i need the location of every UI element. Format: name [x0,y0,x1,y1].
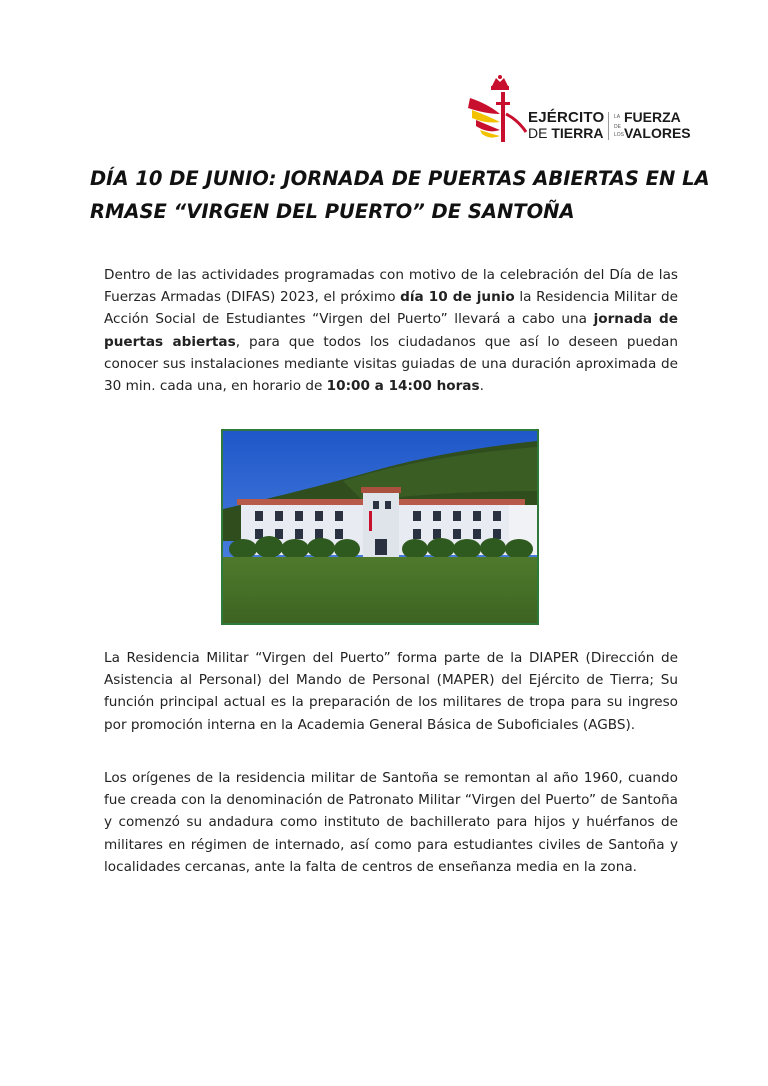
logo-valores-text: VALORES [624,125,691,141]
logo-small-la: LA [614,114,621,120]
building-image [223,431,537,623]
logo-divider [608,112,609,140]
logo-ejercito-text: EJÉRCITO [528,109,605,126]
logo-small-los: LOS [614,132,625,138]
logo-fuerza-text: FUERZA [624,109,681,125]
description-paragraph: La Residencia Militar “Virgen del Puerto” forma parte de la DIAPER (Dirección de Asistencia al Personal) del Mando de Personal (MAPER) del Ejército de Tierra; Su función principal actual es la preparación de los militares de tropa para su ingreso por promoción interna en la Academia General Básica de Suboficiales (AGBS). [104,650,678,733]
army-emblem-icon [466,74,530,146]
residence-photo [221,429,539,625]
intro-paragraph: Dentro de las actividades programadas con motivo de la celebración del Día de las Fuerzas Armadas (DIFAS) 2023, el próximo día 10 de junio la Residencia Militar de Acción Social de Estudiantes “Virgen del Puerto” llevará a cabo una jornada de puertas abiertas, para que todos los ciudadanos que así lo deseen puedan conocer sus instalaciones mediante visitas guiadas de una duración aproximada de 30 min. cada una, en horario de 10:00 a 14:00 horas. [104,267,679,395]
ejercito-de-tierra-logo [466,74,696,146]
logo-small-de: DE [614,124,621,130]
logo-de-tierra-text: DE TIERRA [528,125,604,141]
history-paragraph: Los orígenes de la residencia militar de Santoña se remontan al año 1960, cuando fue creada con la denominación de Patronato Militar “Virgen del Puerto” de Santoña y comenzó su andadura como instituto de bachillerato para hijos y huérfanos de militares en régimen de internado, así como para estudiantes civiles de Santoña y localidades cercanas, ante la falta de centros de enseñanza media en la zona. [104,770,678,875]
page-title: DÍA 10 DE JUNIO: JORNADA DE PUERTAS ABIERTAS EN LA RMASE “VIRGEN DEL PUERTO” DE SANTOÑA [90,167,710,223]
